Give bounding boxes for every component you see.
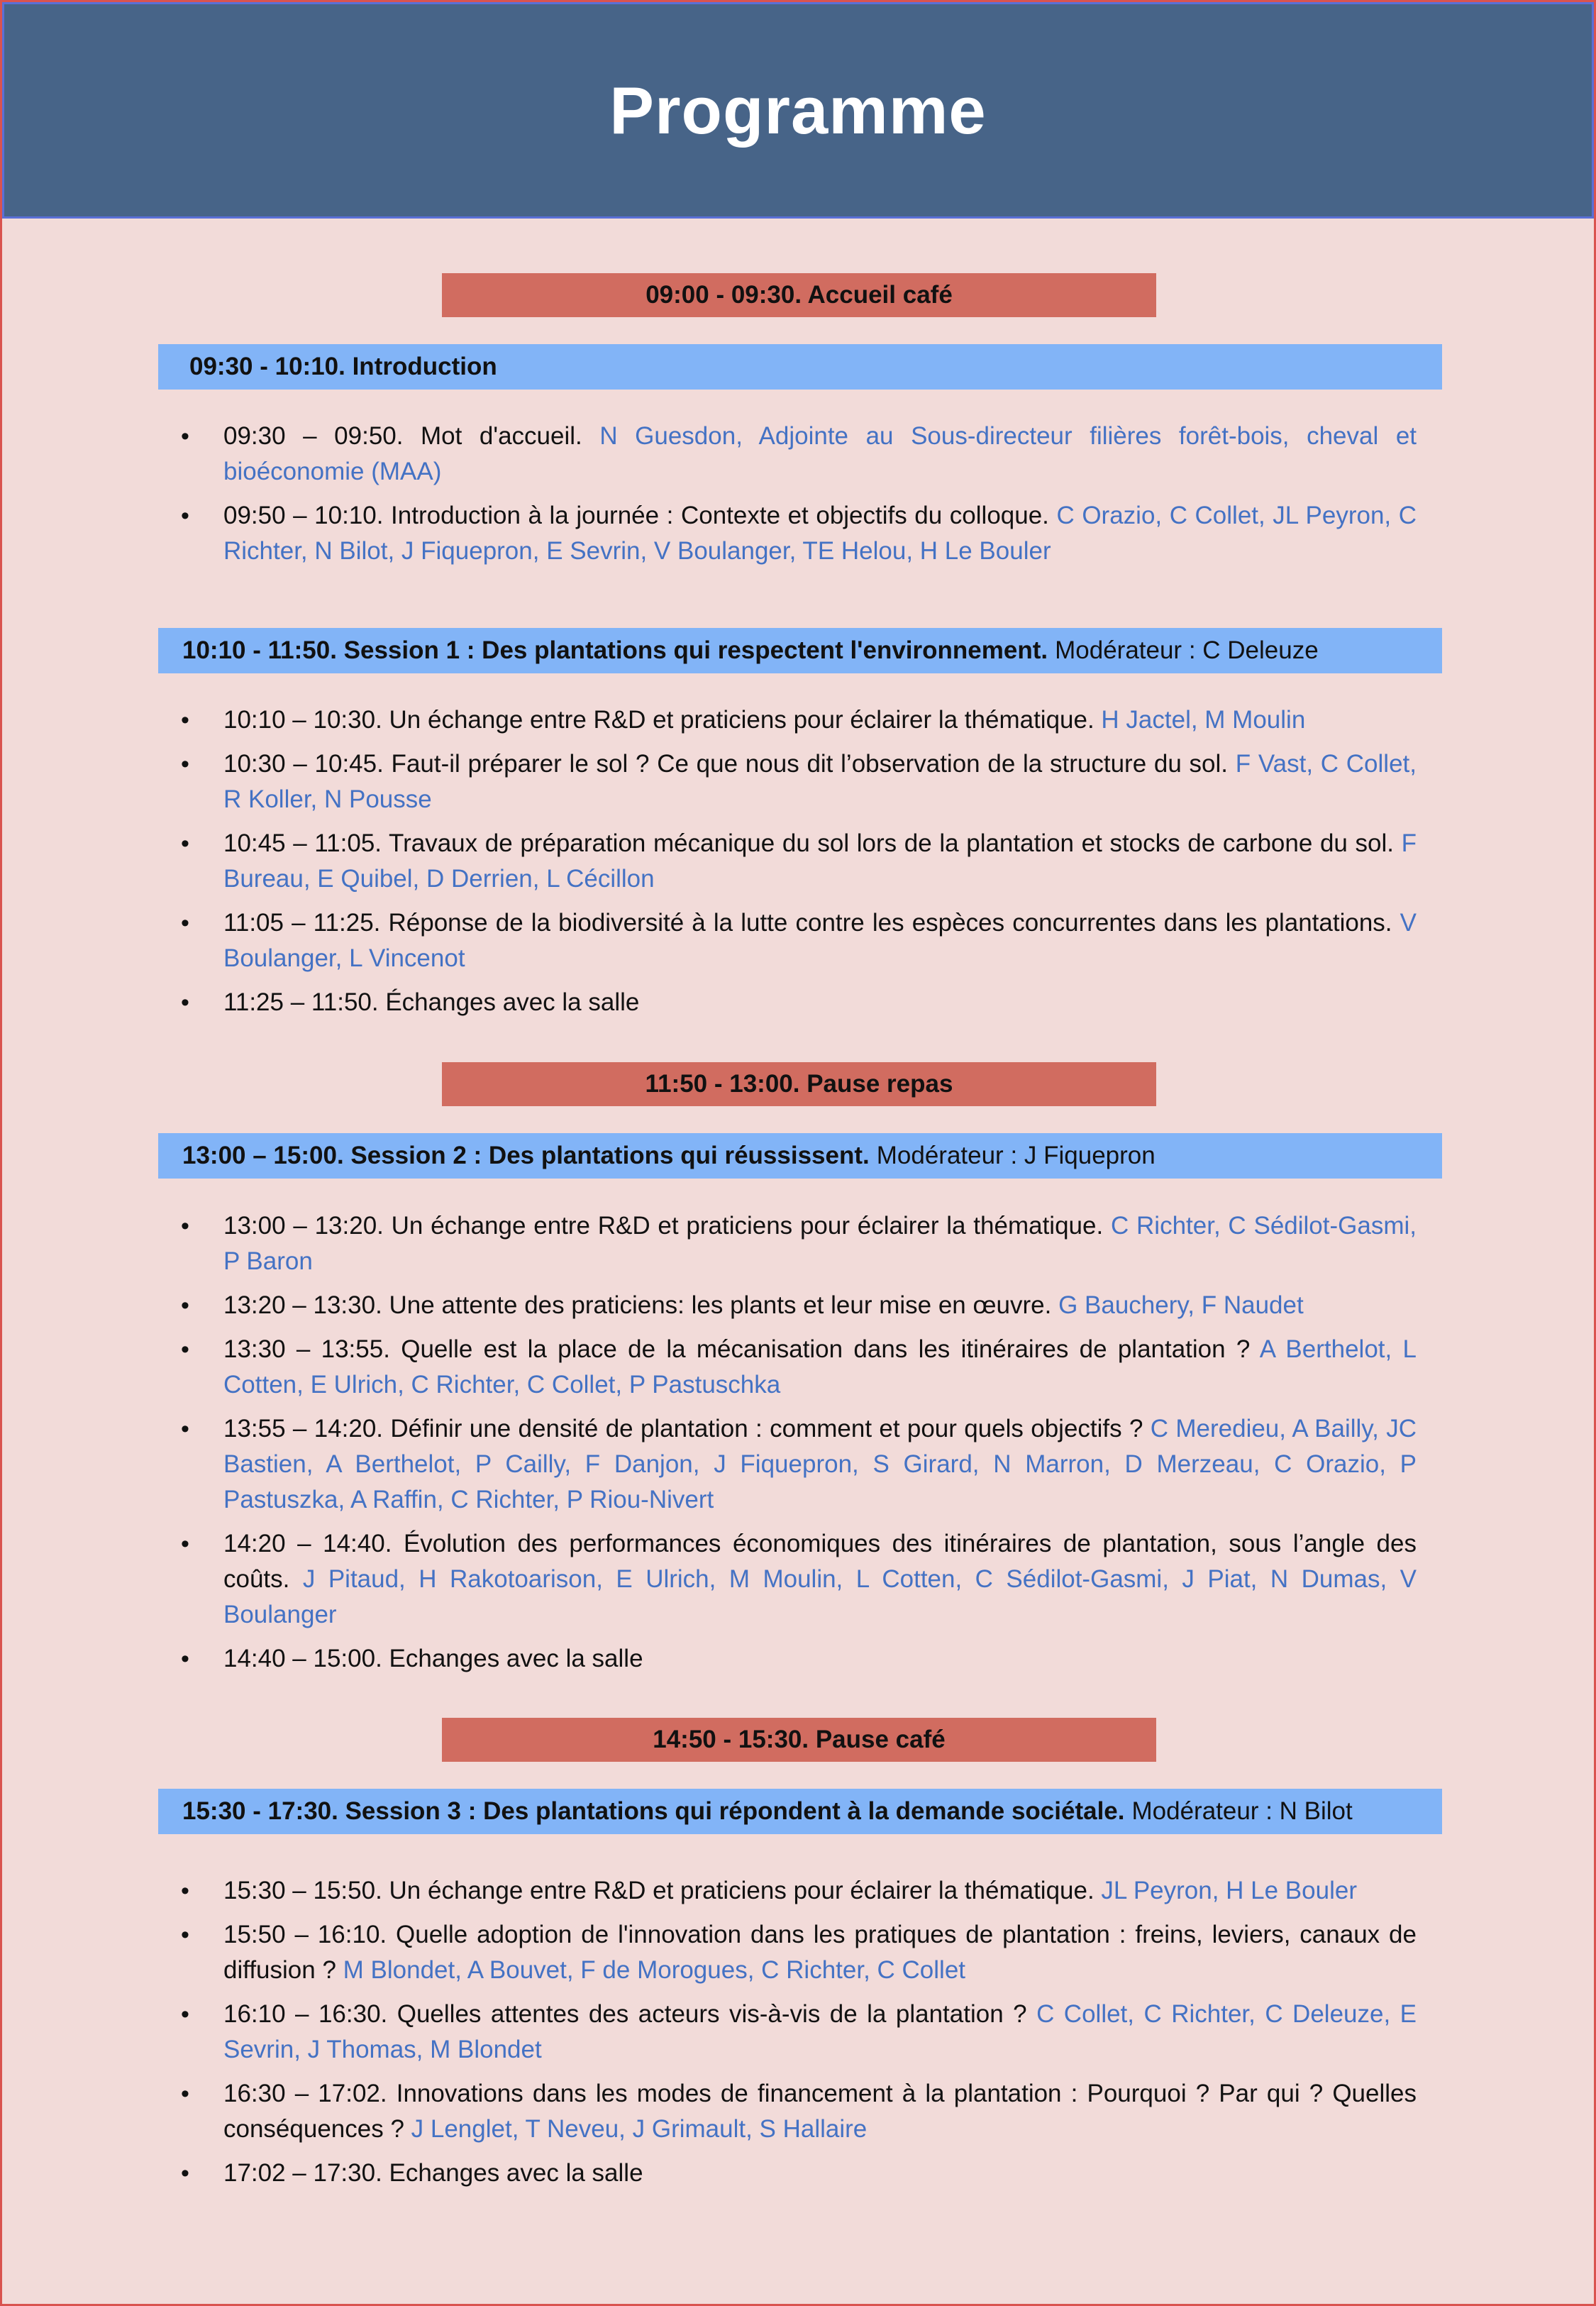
session-moderator: Modérateur : N Bilot <box>1131 1797 1353 1825</box>
session-items <box>223 1873 1417 2200</box>
item-text: 13:30 – 13:55. Quelle est la place de la mécanisation dans les itinéraires de plantation ? <box>223 1335 1251 1363</box>
item-authors: A Berthelot, L Cotten, E Ulrich, C Richter, C Collet, P Pastuschka <box>223 1335 1417 1399</box>
item-authors: V Boulanger, L Vincenot <box>223 909 1417 972</box>
item-text: 11:05 – 11:25. Réponse de la biodiversité à la lutte contre les espèces concurrentes dans les plantations. <box>223 909 1392 937</box>
item-authors: M Blondet, A Bouvet, F de Morogues, C Richter, C Collet <box>343 1956 966 1984</box>
page-title: Programme <box>609 72 987 148</box>
item-text: 09:30 – 09:50. Mot d'accueil. <box>223 422 582 450</box>
item-text: 10:10 – 10:30. Un échange entre R&D et praticiens pour éclairer la thématique. <box>223 706 1095 734</box>
item-text: 13:20 – 13:30. Une attente des praticiens: les plants et leur mise en œuvre. <box>223 1291 1052 1319</box>
item-text: 14:40 – 15:00. Echanges avec la salle <box>223 1645 643 1672</box>
program-item <box>223 2156 1417 2191</box>
program-item <box>223 985 1417 1020</box>
item-text: 16:10 – 16:30. Quelles attentes des acteurs vis-à-vis de la plantation ? <box>223 2000 1027 2028</box>
item-text: 16:30 – 17:02. Innovations dans les modes de financement à la plantation : Pourquoi ? Par qui ? Quelles conséquences ? <box>223 2080 1417 2143</box>
item-text: 13:00 – 13:20. Un échange entre R&D et praticiens pour éclairer la thématique. <box>223 1212 1104 1240</box>
item-authors: JL Peyron, H Le Bouler <box>1101 1877 1357 1904</box>
program-item <box>223 1641 1417 1677</box>
item-authors: C Collet, C Richter, C Deleuze, E Sevrin, J Thomas, M Blondet <box>223 2000 1417 2063</box>
program-item <box>223 905 1417 976</box>
item-text: 13:55 – 14:20. Définir une densité de plantation : comment et pour quels objectifs ? <box>223 1415 1143 1442</box>
session-items <box>223 702 1417 1029</box>
item-authors: C Orazio, C Collet, JL Peyron, C Richter, N Bilot, J Fiquepron, E Sevrin, V Boulanger, TE Helou, H Le Bouler <box>223 502 1417 565</box>
session-heading <box>158 1789 1442 1834</box>
session-items <box>223 1208 1417 1685</box>
session-heading <box>158 628 1442 673</box>
item-text: 15:30 – 15:50. Un échange entre R&D et praticiens pour éclairer la thématique. <box>223 1877 1095 1904</box>
program-item <box>223 1526 1417 1633</box>
program-item <box>223 1997 1417 2068</box>
program-item <box>223 1332 1417 1403</box>
session-moderator: Modérateur : C Deleuze <box>1055 636 1319 664</box>
item-authors: J Lenglet, T Neveu, J Grimault, S Hallaire <box>411 2115 868 2143</box>
session-title: 10:10 - 11:50. Session 1 : Des plantations qui respectent l'environnement. <box>182 636 1048 664</box>
program-item <box>223 826 1417 897</box>
item-authors: J Pitaud, H Rakotoarison, E Ulrich, M Moulin, L Cotten, C Sédilot-Gasmi, J Piat, N Dumas, V Boulanger <box>223 1565 1417 1628</box>
session-heading <box>158 344 1442 390</box>
item-text: 09:50 – 10:10. Introduction à la journée : Contexte et objectifs du colloque. <box>223 502 1049 529</box>
program-item <box>223 746 1417 817</box>
break-banner: 14:50 - 15:30. Pause café <box>442 1718 1156 1762</box>
session-title: 13:00 – 15:00. Session 2 : Des plantations qui réussissent. <box>182 1142 870 1169</box>
program-item <box>223 498 1417 569</box>
session-heading <box>158 1133 1442 1179</box>
item-authors: C Richter, C Sédilot-Gasmi, P Baron <box>223 1212 1417 1275</box>
session-moderator: Modérateur : J Fiquepron <box>876 1142 1156 1169</box>
session-title: 09:30 - 10:10. Introduction <box>189 353 497 380</box>
header-banner <box>2 2 1594 219</box>
break-banner: 09:00 - 09:30. Accueil café <box>442 273 1156 317</box>
item-authors: F Vast, C Collet, R Koller, N Pousse <box>223 750 1417 813</box>
item-authors: G Bauchery, F Naudet <box>1058 1291 1304 1319</box>
item-text: 15:50 – 16:10. Quelle adoption de l'innovation dans les pratiques de plantation : freins, leviers, canaux de diffusion ? <box>223 1921 1417 1984</box>
session-items <box>223 419 1417 578</box>
item-text: 17:02 – 17:30. Echanges avec la salle <box>223 2159 643 2187</box>
program-item <box>223 1917 1417 1988</box>
program-item <box>223 1208 1417 1279</box>
item-text: 11:25 – 11:50. Échanges avec la salle <box>223 988 640 1016</box>
item-text: 14:20 – 14:40. Évolution des performances économiques des itinéraires de plantation, sous l’angle des coûts. <box>223 1530 1417 1593</box>
program-item <box>223 1411 1417 1518</box>
program-item <box>223 1288 1417 1323</box>
break-banner: 11:50 - 13:00. Pause repas <box>442 1062 1156 1106</box>
item-authors: C Meredieu, A Bailly, JC Bastien, A Berthelot, P Cailly, F Danjon, J Fiquepron, S Girard, N Marron, D Merzeau, C Orazio, P Pastuszka, A Raffin, C Richter, P Riou-Nivert <box>223 1415 1417 1513</box>
item-authors: N Guesdon, Adjointe au Sous-directeur filières forêt-bois, cheval et bioéconomie (MAA) <box>223 422 1417 485</box>
item-text: 10:45 – 11:05. Travaux de préparation mécanique du sol lors de la plantation et stocks de carbone du sol. <box>223 829 1394 857</box>
session-title: 15:30 - 17:30. Session 3 : Des plantations qui répondent à la demande sociétale. <box>182 1797 1125 1825</box>
item-authors: F Bureau, E Quibel, D Derrien, L Cécillon <box>223 829 1417 893</box>
program-item <box>223 1873 1417 1909</box>
item-text: 10:30 – 10:45. Faut-il préparer le sol ? Ce que nous dit l’observation de la structure du sol. <box>223 750 1229 778</box>
item-authors: H Jactel, M Moulin <box>1101 706 1306 734</box>
program-item <box>223 702 1417 738</box>
program-item <box>223 2076 1417 2147</box>
program-item <box>223 419 1417 490</box>
